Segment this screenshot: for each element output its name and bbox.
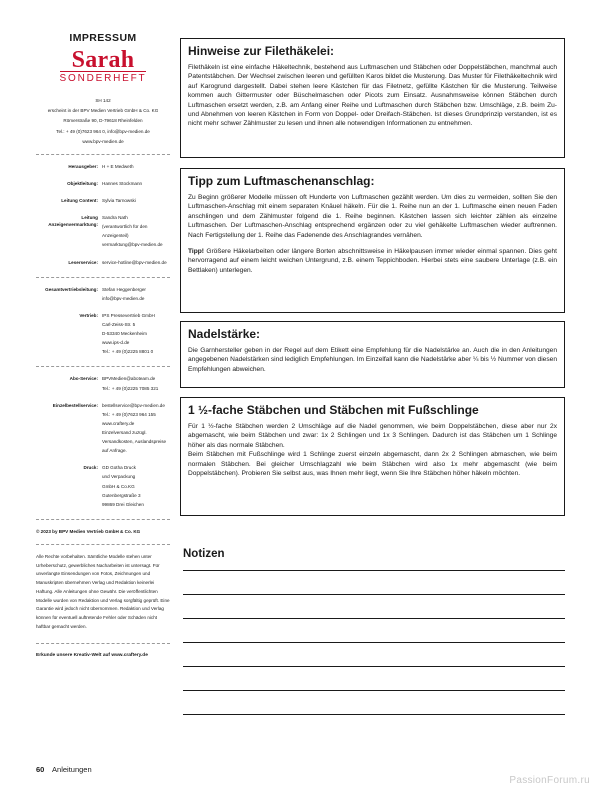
credits-group-2 (36, 286, 170, 358)
note-line (183, 666, 565, 667)
credit-value-line: auf Anfrage. (102, 448, 127, 454)
publisher-website[interactable]: www.bpv-medien.de (82, 138, 124, 144)
chain-tip-box (180, 168, 565, 313)
credit-value-line: Carl-Zeiss-Str. 5 (102, 322, 136, 328)
logo-sub: SONDERHEFT (59, 73, 147, 85)
publisher-contact: Tel.: + 49 (0)7623 964 0, info@bpv-medien.de (56, 128, 150, 134)
note-line (183, 618, 565, 619)
publisher-info (36, 97, 170, 145)
divider (36, 277, 170, 278)
credit-value (102, 286, 170, 304)
credit-label: Vertrieb: (79, 312, 98, 318)
credit-value-line: Sylvia Tarnowski (102, 198, 136, 204)
credit-value (102, 214, 170, 250)
credit-value-line: www.craftery.de (102, 420, 135, 426)
tip-label: Tipp! (188, 248, 204, 256)
note-line (183, 714, 565, 715)
credit-value-line: info@bpv-medien.de (102, 295, 145, 301)
credit-value-line: Hannes Stockmann (102, 180, 143, 186)
chain-tip-text: Zu Beginn größerer Modelle müssen oft Hunderte von Luftmaschen gezählt werden. Um dies zu vermeiden, sollten Sie den Luftmaschen-Anschlag mit einem separaten Knäuel häkeln. Für die 1. Reihe nun an der 1. Luftmasche einen neuen Faden anschlingen und dem Zählmuster folgend die 1. Reihe beginnen. Kästchen lassen sich leichter zählen als einzelne Luftmaschen. Der Luftmaschen-Anschlag entsprechend ergänzen oder zu viel gehäkelte Luftmaschen wieder auftrennen. Nach Fertigstellung der 1. Reihe das Fadenende des Anschlagrandes vernähen. (188, 194, 557, 239)
publisher-name: erscheint in der BPV Medien Vertrieb GmbH & Co. KG (47, 108, 159, 114)
divider (36, 519, 170, 520)
credit-label: Gesamtvertriebsleitung: (45, 286, 98, 292)
credit-value-line: Sandra Nath (102, 215, 128, 221)
credit-label: Leserservice: (68, 259, 98, 265)
credit-value (102, 259, 170, 268)
credit-row (36, 464, 170, 510)
divider (36, 154, 170, 155)
credit-value-line: 99869 Drei Gleichen (102, 501, 144, 507)
filet-hints-box (180, 38, 565, 158)
watermark: PassionForum.ru (509, 775, 590, 786)
credit-row (36, 402, 170, 457)
credit-value (102, 402, 170, 457)
stitch-title: 1 ½-fache Stäbchen und Stäbchen mit Fußschlinge (188, 403, 479, 417)
needle-size-box (180, 321, 565, 388)
page-number: 60 (36, 765, 45, 774)
credit-row (36, 197, 170, 206)
stitch-text-2: Beim Stäbchen mit Fußschlinge wird 1 Schlinge zuerst einzeln abgemascht, dann 2x 2 Schlingen abmaschen, wie beim normalen Stäbchen. Bei gleicher Umschlagzahl wie beim Stäbchen wird also 1x mehr abgemascht (wie beim Doppelstäbchen). Probieren Sie selbst aus, was Ihnen mehr liegt, wenn Sie Ihre Stäbchen höher häkeln möchten. (188, 451, 557, 478)
credit-value (102, 375, 170, 393)
credit-row (36, 163, 170, 172)
divider (36, 544, 170, 545)
credit-value-line: service-hotline@bpv-medien.de (102, 259, 167, 265)
credit-value-line: www.ips-d.de (102, 340, 130, 346)
credit-label: Objektleitung: (67, 180, 98, 186)
credit-value-line: GD Gotha Druck (102, 465, 136, 471)
note-line (183, 642, 565, 643)
credit-value-line: (verantwortlich für den (102, 224, 148, 230)
credit-row (36, 259, 170, 268)
logo-main: Sarah (71, 47, 135, 74)
credit-value-line: BPVMedien@aboteam.de (102, 376, 156, 382)
filet-hints-text: Filethäkeln ist eine einfache Häkeltechnik, bestehend aus Luftmaschen und Stäbchen oder Doppelstäbchen, manchmal auch Patentstäbchen. Der Wechsel zwischen leeren und gefüllten Karos bildet die Musterung. Das Muster für Filethäkeltechnik wird auf Karogrund dargestellt. Dabei stehen leere Kästchen für das Filetnetz, gefüllte Kästchen für die Musterung. Teilweise kommen auch Gittermuster oder Büschelmaschen oder Picots zum Einsatz. Ausnahmsweise können Stäbchen durch Luftmaschen ersetzt werden, z.B. am Anfang einer Reihe und Luftmaschen durch Stäbchen bzw. Umschläge, z.B. beim Zu- und Abnehmen von leeren Kästchen in Form von Doppel- oder Dreifach-Stäbchen. Ist dieses Grundprinzip verstanden, ist es nicht mehr schwer Zählmuster zu lesen und ihnen alle notwendigen Informationen zu entnehmen. (188, 64, 557, 128)
credit-row (36, 375, 170, 393)
credit-value-line: D-53340 Meckenheim (102, 331, 147, 337)
footer-section: Anleitungen (52, 765, 92, 774)
credit-value-line: vermarktung@bpv-medien.de (102, 242, 163, 248)
credit-value-line: Anzeigenteil) (102, 233, 129, 239)
divider (36, 366, 170, 367)
credit-value-line: IPS Pressevertrieb GmbH (102, 312, 155, 318)
credit-value-line: H + E Medweth (102, 163, 134, 169)
credit-value (102, 180, 170, 189)
notes-title: Notizen (183, 548, 225, 560)
page-footer (36, 765, 92, 774)
credit-label: Leitung Anzeigenvermarktung: (48, 215, 98, 228)
note-line (183, 594, 565, 595)
credit-value-line: GmbH & Co.KG (102, 483, 135, 489)
credit-value-line: Einzelversand zuzügl. (102, 430, 147, 435)
stitch-text-1: Für 1 ½-fache Stäbchen werden 2 Umschläge auf die Nadel genommen, wie beim Doppelstäbchen, diese aber nur 2x abgemascht, wie beim Stäbchen und zwar: 1x 2 Schlingen und 1x 3 Schlingen. Dadurch ist das Stäbchen um 1 Schlinge höher als das normale Stäbchen. (188, 423, 557, 449)
publisher-address: Römerstraße 90, D-79618 Rheinfelden (63, 118, 143, 124)
credit-value (102, 312, 170, 358)
needle-size-text: Die Garnhersteller geben in der Regel auf dem Etikett eine Empfehlung für die Nadelstärke an. Auch die in den Anleitungen angegebenen Nadelstärken sind lediglich Empfehlungen. Im Einzelfall kann die Nadelstärke aber ¼ bis ½ Nummer von diesen Empfehlungen abweichen. (188, 347, 557, 373)
impressum-sidebar (36, 30, 170, 660)
credit-row (36, 312, 170, 358)
credit-value-line: und Verpackung (102, 474, 136, 480)
credit-value-line: bestellservice@bpv-medien.de (102, 402, 165, 408)
impressum-title: IMPRESSUM (69, 32, 137, 44)
credit-value-line: Stefan Heggenberger (102, 286, 146, 292)
sarah-logo (36, 49, 170, 85)
credit-label: Druck: (83, 465, 98, 471)
credits-group-3 (36, 375, 170, 509)
credit-label: Leitung Content: (61, 198, 98, 204)
chain-tip-extra (188, 247, 557, 275)
credit-row (36, 180, 170, 189)
needle-size-title: Nadelstärke: (188, 327, 261, 341)
craftery-link[interactable]: Erkunde unsere Kreativ-Welt auf www.craftery.de (36, 653, 148, 659)
credit-row (36, 214, 170, 250)
issue-number: SH 142 (95, 98, 111, 104)
credit-label: Herausgeber: (68, 163, 98, 169)
credit-value-line: Gutenbergstraße 3 (102, 492, 141, 498)
copyright-text: Alle Rechte vorbehalten. Sämtliche Modelle stehen unter Urheberschutz, gewerbliches Nacharbeiten ist untersagt. Für unverlangte Einsendungen von Fotos, Zeichnungen und Manuskripten übernehmen Verlag und Redaktion keinerlei Haftung. Alle Anleitungen ohne Gewähr. Die veröffentlichten Modelle wurden von Redaktion und Verlag sorgfältig geprüft. Eine Garantie wird jedoch nicht übernommen. Redaktion und Verlag können für eventuell auftretende Fehler oder Schäden nicht haftbar gemacht werden. (36, 553, 170, 629)
filet-hints-title: Hinweise zur Filethäkelei: (188, 44, 335, 58)
note-line (183, 690, 565, 691)
credit-value-line: Tel.: + 49 (0)2225 7085 321 (102, 385, 159, 391)
credit-value-line: Versandkosten, Auslandspreise (102, 439, 167, 445)
credit-row (36, 286, 170, 304)
credit-label: Abo-Service: (69, 376, 98, 382)
credit-value (102, 163, 170, 172)
credit-value-line: Tel.: + 49 (0)2225 8801 0 (102, 349, 154, 355)
credit-value (102, 464, 170, 510)
divider (36, 643, 170, 644)
note-line (183, 570, 565, 571)
chain-tip-title: Tipp zum Luftmaschenanschlag: (188, 174, 375, 188)
copyright-title: © 2023 by BPV Medien Vertrieb GmbH & Co. KG (36, 528, 141, 534)
credits-group-1 (36, 163, 170, 268)
stitch-box (180, 397, 565, 516)
tip-text: Größere Häkelarbeiten oder längere Borten abschnittsweise in Häkelpausen immer wieder einmal spannen. Dies geht hervorragend auf einem leicht weichen Untergrund, z.B. einem Teppichboden. Hierbei stets eine saubere Unterlage (z.B. ein Bettlaken) unterlegen. (188, 248, 557, 274)
credit-value-line: Tel.: + 49 (0)7623 964 155 (102, 411, 156, 417)
credit-label: Einzelbestellservice: (52, 402, 98, 408)
credit-value (102, 197, 170, 206)
